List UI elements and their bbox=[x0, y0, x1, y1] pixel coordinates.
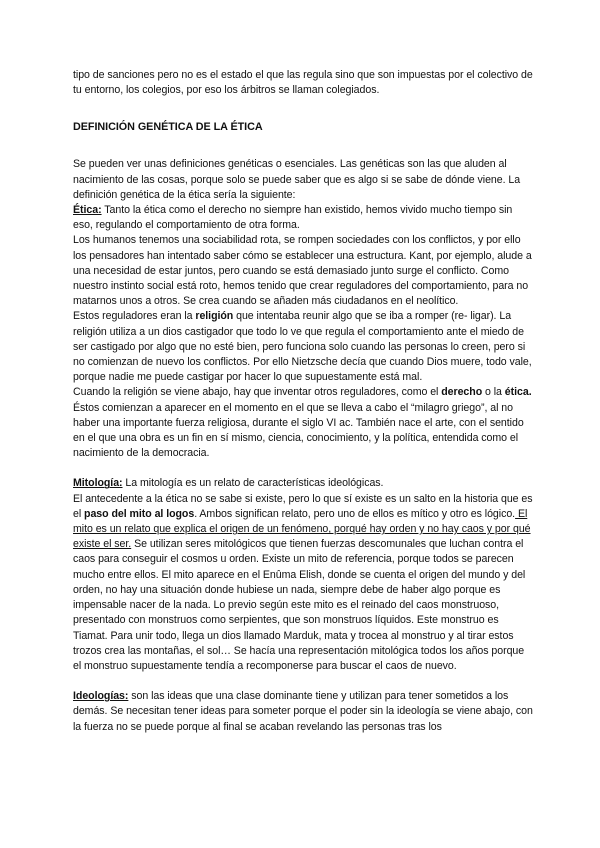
religion-paragraph bbox=[73, 309, 533, 385]
genetic-definitions-paragraph: Se pueden ver unas definiciones genéticas o esenciales. Las genéticas son las que aluden al nacimiento de las cosas, porque solo se puede saber que es algo si se sabe de dónde viene. La definición genética de la ética sería la siguiente: bbox=[73, 158, 521, 201]
regulators-text-a: Cuando la religión se viene abajo, hay que inventar otros reguladores, como el bbox=[73, 386, 442, 399]
section-heading: DEFINICIÓN GENÉTICA DE LA ÉTICA bbox=[73, 121, 263, 134]
etica-bold: ética. bbox=[504, 386, 532, 399]
document-body bbox=[73, 68, 533, 735]
religion-text-c: que intentaba reunir algo que se iba a romper (re- ligar). La religión utiliza a un dios castigador que todo lo ve que regula el comportamiento ante el miedo de ser castigado por algo que no esté bien, pero funciona solo cuando las personas lo creen, pero si no comienzan de nuevo los conflictos. Por ello Nietzsche decía que cuando Dios muere, todo vale, porque nadie me puede castigar por hacer lo que supuestamente está mal. bbox=[73, 310, 532, 384]
intro-paragraph: tipo de sanciones pero no es el estado el que las regula sino que son impuestas por el colectivo de tu entorno, los colegios, por eso los árbitros se llaman colegiados. bbox=[73, 69, 533, 97]
mitologia-text: La mitología es un relato de características ideológicas. bbox=[122, 477, 384, 490]
myth-logos-bold: paso del mito al logos bbox=[84, 507, 195, 520]
ideologias-paragraph bbox=[73, 689, 533, 735]
etica-term: Ética: bbox=[73, 204, 102, 217]
regulators-text-c: o la bbox=[482, 386, 505, 399]
etica-paragraph bbox=[73, 203, 533, 233]
myth-definition-underlined: El mito es un relato que explica el origen de un fenómeno, porqué hay orden y no hay caos y por qué existe el ser. bbox=[73, 507, 531, 551]
regulators-paragraph bbox=[73, 385, 533, 461]
regulators-text-e: Éstos comienzan a aparecer en el momento en el que se lleva a cabo el “milagro griego”, al no haber una importante fuerza religiosa, durante el siglo VI ac. También nace el arte, con el sentido en el que una obra es un fin en sí mismo, ciencia, conocimiento, y la política, entendida como el nacimiento de la democracia. bbox=[73, 401, 524, 460]
religion-text-a: Estos reguladores eran la bbox=[73, 310, 196, 323]
derecho-bold: derecho bbox=[441, 386, 483, 399]
religion-bold: religión bbox=[195, 310, 234, 323]
mitologia-paragraph bbox=[73, 476, 533, 491]
myth-text-e: Se utilizan seres mitológicos que tienen fuerzas descomunales que luchan contra el caos para conseguir el cosmos u orden. Existe un mito de referencia, porque todos se parecen mucho entre ellos. El mito aparece en el Enûma Elish, donde se cuenta el origen del mundo y del orden, no hay una situación donde hubiese un nada, siempre debe de haber algo porque es impensable nacer de la nada. Lo previo según este mito es el reinado del caos monstruoso, presentado con monstruos como serpientes, que son monstruos líquidos. Este monstruo es Tiamat. Para unir todo, llega un dios llamado Marduk, mata y trocea al monstruo y al tirar estos trozos crea las montañas, el sol… Se hacía una representación mitológica todos los años porque el monstruo supuestamente tendía a recomponerse para buscar el caos de nuevo. bbox=[73, 538, 526, 672]
sociability-paragraph: Los humanos tenemos una sociabilidad rota, se rompen sociedades con los conflictos, y por ello los pensadores han intentado saber cómo se establecer una estructura. Kant, por ejemplo, alude a una necesidad de estar juntos, pero cuando se está demasiado junto surge el conflicto. Como nuestro instinto social está roto, hemos tenido que crear reguladores del comportamiento, para no matarnos unos a otros. Se crea cuando se añaden más ciudadanos en el neolítico. bbox=[73, 234, 532, 308]
ideologias-text: son las ideas que una clase dominante tiene y utilizan para tener sometidos a los demás. Se necesitan tener ideas para someter porque el poder sin la ideología se viene abajo, con la fuerza no se puede porque al final se acaban revelando las personas tras los bbox=[73, 690, 533, 733]
ideologias-term: Ideologías: bbox=[73, 690, 129, 703]
mitologia-term: Mitología: bbox=[73, 477, 123, 490]
etica-text: Tanto la ética como el derecho no siempre han existido, hemos vivido mucho tiempo sin eso, regulando el comportamiento de otra forma. bbox=[73, 204, 513, 232]
myth-logos-paragraph bbox=[73, 492, 533, 674]
myth-text-c: . Ambos significan relato, pero uno de ellos es mítico y otro es lógico. bbox=[194, 507, 516, 520]
myth-text-a: El antecedente a la ética no se sabe si existe, pero lo que sí existe es un salto en la historia que es el bbox=[73, 492, 533, 520]
